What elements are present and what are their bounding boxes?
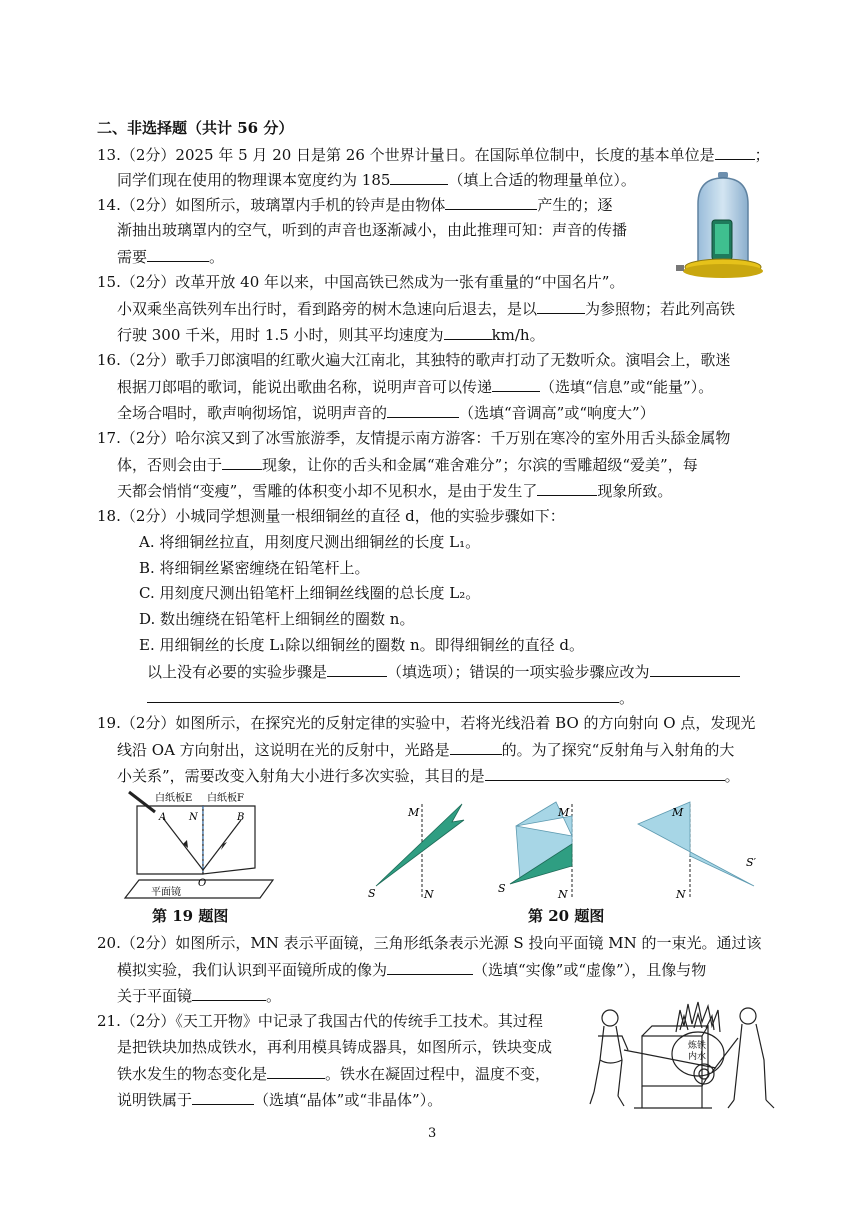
fig20-mirror-diagrams [360, 796, 770, 906]
q21-line3: 铁水发生的物态变化是 。铁水在凝固过程中，温度不变， [117, 1062, 550, 1085]
q19-line1: 19.（2分）如图所示，在探究光的反射定律的实验中，若将光线沿着 BO 的方向射向 O 点，发现光 [97, 714, 756, 732]
q21-blank-2[interactable] [192, 1088, 254, 1105]
q20-line2: 模拟实验，我们认识到平面镜所成的像为 （选填“实像”或“虚像”），且像与物 [117, 958, 706, 981]
q13-blank-1[interactable] [715, 143, 755, 160]
p3-label-n: N [676, 888, 686, 901]
q18-step-a: A. 将细铜丝拉直，用刻度尺测出细铜丝的长度 L₁。 [139, 533, 481, 551]
q18-line7: 以上没有必要的实验步骤是 （填选项）；错误的一项实验步骤应改为 [147, 660, 740, 683]
q13-line1: 13.（2分）2025 年 5 月 20 日是第 26 个世界计量日。在国际单位制中，长度的基本单位是 ； [97, 143, 770, 166]
furnace-label-2: 内水 [688, 1052, 707, 1062]
label-o: O [198, 878, 207, 889]
label-n: N [189, 812, 198, 823]
light-strip-1 [376, 804, 464, 886]
q18-line1: 18.（2分）小城同学想测量一根细铜丝的直径 d，他的实验步骤如下： [97, 507, 565, 525]
q17-blank-2[interactable] [537, 479, 597, 496]
q14-blank-1[interactable] [445, 193, 537, 210]
fig19-reflection-diagram [115, 788, 285, 906]
q18-blank-1[interactable] [327, 660, 387, 677]
q18-blank-2a[interactable] [650, 660, 740, 677]
q15-blank-1[interactable] [537, 297, 585, 314]
q15-line3: 行驶 300 千米，用时 1.5 小时，则其平均速度为 km/h。 [117, 323, 545, 346]
q19-line2: 线沿 OA 方向射出，这说明在光的反射中，光路是 的。为了探究“反射角与入射角的大 [117, 738, 734, 761]
q20-line3: 关于平面镜 。 [117, 984, 281, 1007]
q18-line8: 。 [147, 686, 634, 709]
worker-right-head [740, 1008, 756, 1024]
fig20-caption: 第 20 题图 [528, 907, 605, 925]
q14-line2: 渐抽出玻璃罩内的空气，听到的声音也逐渐减小，由此推理可知：声音的传播 [117, 221, 628, 239]
q13-line2: 同学们现在使用的物理课本宽度约为 185 （填上合适的物理量单位）。 [117, 168, 636, 191]
p2-label-s: S [498, 882, 506, 895]
q19-line3: 小关系”，需要改变入射角大小进行多次实验，其目的是 。 [117, 764, 740, 787]
q21-line1: 21.（2分）《天工开物》中记录了我国古代的传统手工技术。其过程 [97, 1012, 543, 1030]
q17-line2: 体，否则会由于 现象，让你的舌头和金属“难舍难分”；尔滨的雪雕超级“爱美”，每 [117, 453, 698, 476]
q18-step-c: C. 用刻度尺测出铅笔杆上细铜丝线圈的总长度 L₂。 [139, 584, 481, 602]
fig19-caption: 第 19 题图 [152, 907, 229, 925]
label-a: A [159, 812, 167, 823]
q15-line1: 15.（2分）改革开放 40 年以来，中国高铁已然成为一张有重量的“中国名片”。 [97, 273, 625, 291]
q18-blank-2b[interactable] [147, 686, 619, 703]
board-f [203, 806, 255, 874]
q16-line1: 16.（2分）歌手刀郎演唱的红歌火遍大江南北，其独特的歌声打动了无数听众。演唱会上，歌迷 [97, 351, 731, 369]
q14-line1: 14.（2分）如图所示，玻璃罩内手机的铃声是由物体 产生的；逐 [97, 193, 612, 216]
q13-blank-2[interactable] [390, 168, 448, 185]
label-mirror: 平面镜 [151, 887, 181, 898]
q16-line3: 全场合唱时，歌声响彻场馆，说明声音的 （选填“音调高”或“响度大”） [117, 401, 655, 424]
q21-line2: 是把铁块加热成铁水，再利用模具铸成器具，如图所示，铁块变成 [117, 1038, 553, 1056]
q16-blank-2[interactable] [387, 401, 459, 418]
q15-line2: 小双乘坐高铁列车出行时，看到路旁的树木急速向后退去，是以 为参照物；若此列高铁 [117, 297, 735, 320]
furnace-label-1: 炼铁 [688, 1041, 707, 1051]
q18-step-b: B. 将细铜丝紧密缠绕在铅笔杆上。 [139, 559, 370, 577]
p3-label-m: M [672, 806, 684, 819]
light-strip-3-image [638, 802, 754, 886]
q15-blank-2[interactable] [444, 323, 492, 340]
q21-line4: 说明铁属于 （选填“晶体”或“非晶体”）。 [117, 1088, 442, 1111]
q17-blank-1[interactable] [222, 453, 262, 470]
q20-blank-2[interactable] [192, 984, 266, 1001]
q20-blank-1[interactable] [387, 958, 473, 975]
q19-blank-2[interactable] [485, 764, 725, 781]
q16-blank-1[interactable] [492, 375, 540, 392]
q16-line2: 根据刀郎唱的歌词，能说出歌曲名称，说明声音可以传递 （选填“信息”或“能量”）。 [117, 375, 713, 398]
q17-line1: 17.（2分）哈尔滨又到了冰雪旅游季，友情提示南方游客：千万别在寒冷的室外用舌头舔金属物 [97, 429, 731, 447]
p3-label-s-prime: S′ [746, 856, 757, 869]
q18-step-d: D. 数出缠绕在铅笔杆上细铜丝的圈数 n。 [139, 610, 415, 628]
p1-label-s: S [368, 887, 376, 900]
page-number: 3 [428, 1126, 437, 1141]
label-b: B [237, 812, 245, 823]
label-board-e: 白纸板E [155, 793, 193, 804]
label-board-f: 白纸板F [207, 793, 244, 804]
p1-label-m: M [408, 806, 420, 819]
q14-blank-2[interactable] [147, 245, 209, 262]
q21-blank-1[interactable] [267, 1062, 325, 1079]
q18-step-e: E. 用细铜丝的长度 L₁除以细铜丝的圈数 n。即得细铜丝的直径 d。 [139, 636, 585, 654]
q14-line3: 需要 。 [117, 245, 224, 268]
p2-label-n: N [558, 888, 568, 901]
q17-line3: 天都会悄悄“变瘦”，雪雕的体积变小却不见积水，是由于发生了 现象所致。 [117, 479, 672, 502]
worker-left-head [602, 1010, 618, 1026]
bell-jar-illustration [676, 170, 772, 282]
ancient-casting-illustration [588, 996, 784, 1112]
section-title: 二、非选择题（共计 56 分） [97, 119, 294, 137]
q20-line1: 20.（2分）如图所示，MN 表示平面镜，三角形纸条表示光源 S 投向平面镜 MN 的一束光。通过该 [97, 934, 762, 952]
p2-label-m: M [558, 806, 570, 819]
q19-blank-1[interactable] [450, 738, 502, 755]
p1-label-n: N [424, 888, 434, 901]
